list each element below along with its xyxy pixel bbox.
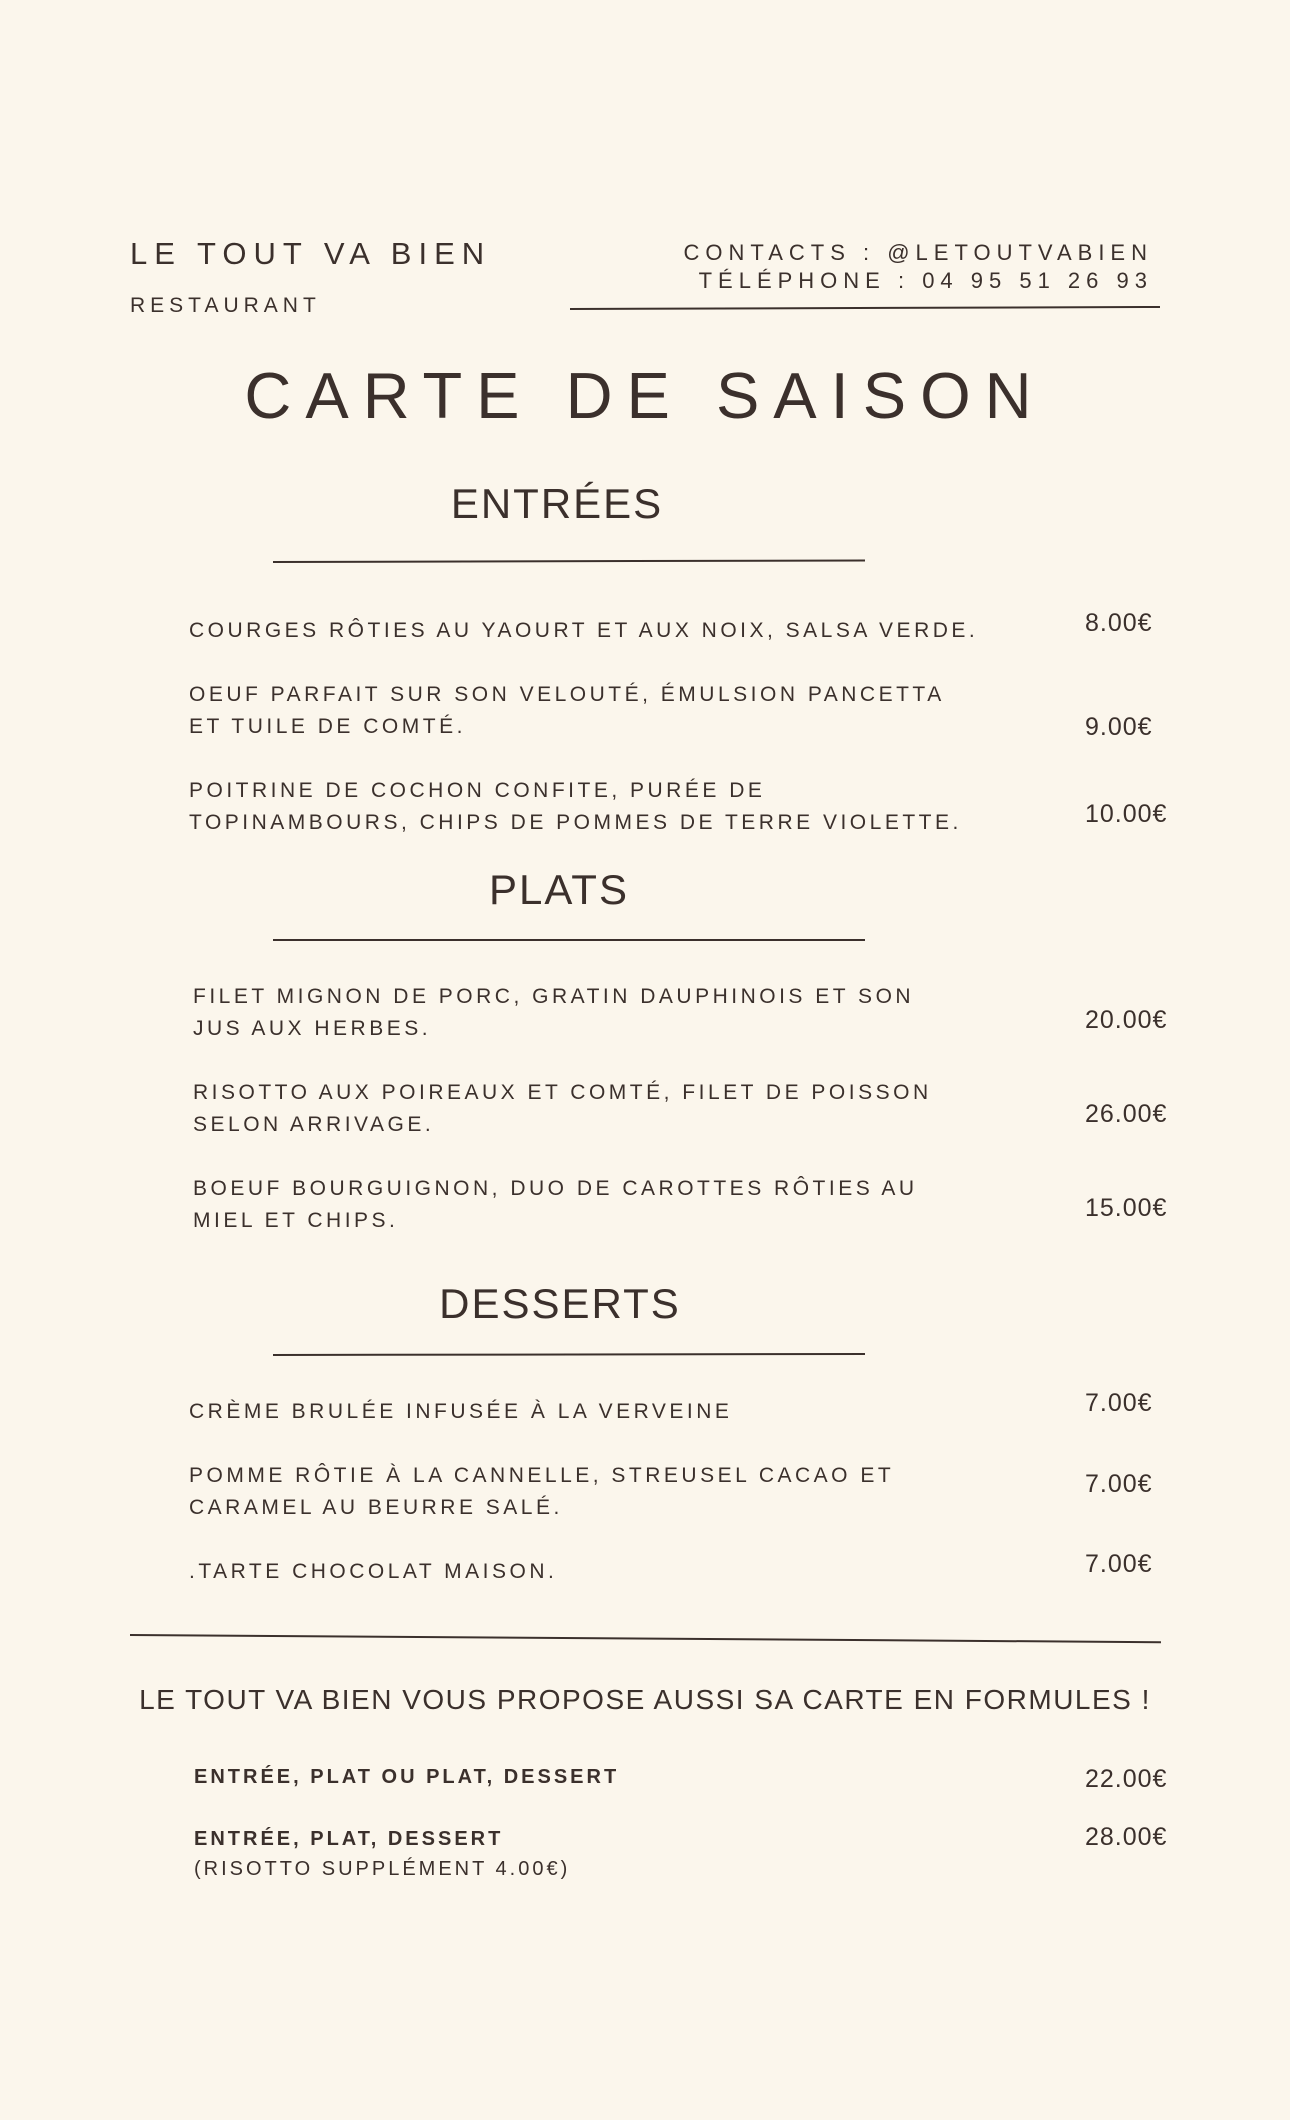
menu-item-line: POMME RÔTIE À LA CANNELLE, STREUSEL CACAO ET (189, 1464, 895, 1487)
telephone: TÉLÉPHONE : 04 95 51 26 93 (698, 268, 1153, 293)
menu-item-line: POITRINE DE COCHON CONFITE, PURÉE DE (189, 779, 766, 802)
menu-item (189, 1460, 1089, 1524)
menu-item-line: MIEL ET CHIPS. (193, 1209, 399, 1232)
menu-item (189, 775, 1089, 839)
formula-name: ENTRÉE, PLAT OU PLAT, DESSERT (194, 1766, 620, 1788)
menu-item-line: JUS AUX HERBES. (193, 1017, 432, 1040)
menu-item-line: BOEUF BOURGUIGNON, DUO DE CAROTTES RÔTIES AU (193, 1177, 918, 1200)
menu-item-line: RISOTTO AUX POIREAUX ET COMTÉ, FILET DE POISSON (193, 1081, 932, 1104)
section-title-plats: PLATS (489, 866, 629, 913)
menu-item-price: 20.00€ (1085, 1006, 1168, 1034)
section-title-entrees: ENTRÉES (450, 480, 664, 527)
section-title-desserts: DESSERTS (439, 1280, 681, 1327)
menu-item-line: TOPINAMBOURS, CHIPS DE POMMES DE TERRE VIOLETTE. (189, 811, 962, 834)
formulas-promo: LE TOUT VA BIEN VOUS PROPOSE AUSSI SA CARTE EN FORMULES ! (139, 1684, 1151, 1715)
formula-note: (RISOTTO SUPPLÉMENT 4.00€) (194, 1858, 571, 1880)
contacts-handle: CONTACTS : @LETOUTVABIEN (683, 240, 1153, 265)
menu-item (189, 615, 1089, 647)
formula-name: ENTRÉE, PLAT, DESSERT (194, 1828, 504, 1850)
menu-item-price: 10.00€ (1085, 800, 1168, 828)
menu-item (189, 1396, 1089, 1428)
menu-item (189, 679, 1089, 743)
menu-item-line: ET TUILE DE COMTÉ. (189, 715, 466, 738)
menu-item (193, 981, 1093, 1045)
header-divider (570, 306, 1160, 310)
section-divider (273, 559, 865, 563)
formula-price: 22.00€ (1085, 1765, 1168, 1793)
menu-item-price: 9.00€ (1085, 713, 1153, 741)
formula-price: 28.00€ (1085, 1823, 1168, 1851)
menu-item-price: 8.00€ (1085, 609, 1153, 637)
menu-item-line: CARAMEL AU BEURRE SALÉ. (189, 1496, 563, 1519)
menu-item-price: 7.00€ (1085, 1550, 1153, 1578)
menu-item-price: 26.00€ (1085, 1100, 1168, 1128)
menu-item (193, 1077, 1093, 1141)
section-divider (273, 939, 865, 941)
menu-item-line: COURGES RÔTIES AU YAOURT ET AUX NOIX, SALSA VERDE. (189, 619, 979, 642)
menu-item-line: SELON ARRIVAGE. (193, 1113, 435, 1136)
menu-item-line: FILET MIGNON DE PORC, GRATIN DAUPHINOIS ET SON (193, 985, 915, 1008)
restaurant-name: LE TOUT VA BIEN (130, 236, 492, 271)
section-divider (273, 1353, 865, 1356)
menu-item (193, 1173, 1093, 1237)
restaurant-type: RESTAURANT (130, 294, 321, 317)
footer-divider (130, 1634, 1161, 1643)
menu-item-price: 7.00€ (1085, 1470, 1153, 1498)
menu-item-line: CRÈME BRULÉE INFUSÉE À LA VERVEINE (189, 1400, 733, 1423)
menu-item (189, 1556, 1089, 1588)
menu-item-price: 15.00€ (1085, 1194, 1168, 1222)
menu-item-line: .TARTE CHOCOLAT MAISON. (189, 1560, 558, 1583)
menu-item-price: 7.00€ (1085, 1389, 1153, 1417)
menu-item-line: OEUF PARFAIT SUR SON VELOUTÉ, ÉMULSION PANCETTA (189, 683, 945, 706)
page-title: CARTE DE SAISON (244, 359, 1046, 432)
